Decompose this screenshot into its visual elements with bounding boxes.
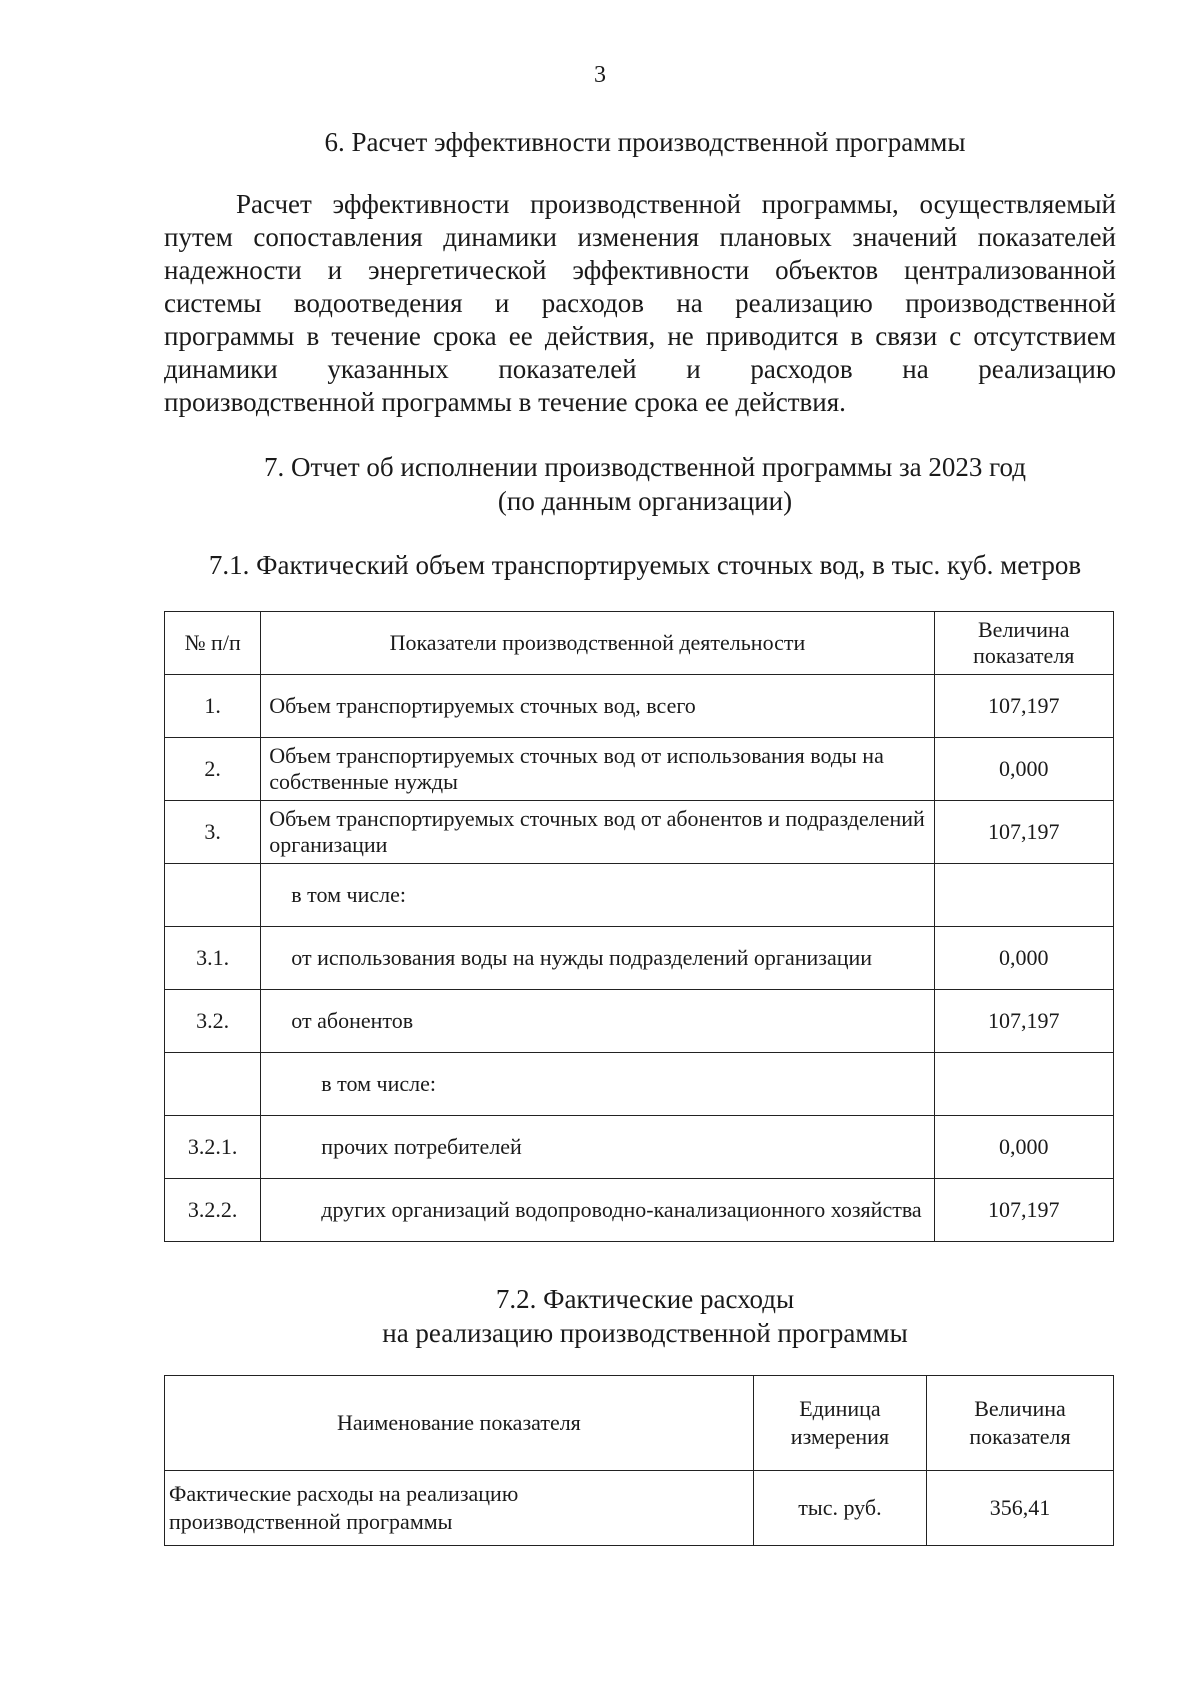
row-value: 356,41 (927, 1471, 1114, 1546)
row-name: от использования воды на нужды подразделений организации (261, 927, 934, 990)
header-unit-line1: Единица (799, 1396, 881, 1421)
paragraph-line: производственной программы в течение срока ее действия. (164, 387, 846, 417)
row-value: 0,000 (934, 1116, 1113, 1179)
table-row (165, 864, 1114, 927)
row-name: от абонентов (261, 990, 934, 1053)
row-num: 1. (165, 675, 261, 738)
paragraph-line: системы водоотведения и расходов на реализацию производственной (164, 288, 1116, 318)
table-row (165, 1179, 1114, 1242)
section-6-title: 6. Расчет эффективности производственной программы (324, 127, 966, 157)
expenses-table (164, 1375, 1114, 1546)
section-7-title-line2: (по данным организации) (497, 486, 793, 516)
row-num: 3.2.2. (165, 1179, 261, 1242)
row-num: 3. (165, 801, 261, 864)
section-7-2-title-line2: на реализацию производственной программы (382, 1318, 908, 1348)
row-name: в том числе: (261, 1053, 934, 1116)
row-value (934, 864, 1113, 927)
header-name: Наименование показателя (165, 1376, 754, 1471)
row-value: 107,197 (934, 801, 1113, 864)
header-value (934, 612, 1113, 675)
row-name: в том числе: (261, 864, 934, 927)
header-value-line1: Величина (974, 1396, 1066, 1421)
row-unit: тыс. руб. (753, 1471, 926, 1546)
row-name: Объем транспортируемых сточных вод от абонентов и подразделений организации (261, 801, 934, 864)
table-row (165, 801, 1114, 864)
row-name: Объем транспортируемых сточных вод, всего (261, 675, 934, 738)
header-value-line2: показателя (973, 643, 1075, 668)
table-row (165, 927, 1114, 990)
row-name-line1: Фактические расходы на реализацию (169, 1481, 519, 1506)
row-name: прочих потребителей (261, 1116, 934, 1179)
row-num (165, 864, 261, 927)
header-value-line1: Величина (978, 617, 1070, 642)
header-value-line2: показателя (969, 1424, 1071, 1449)
table-row (165, 1053, 1114, 1116)
section-7-title (45, 450, 1200, 518)
row-value: 107,197 (934, 675, 1113, 738)
row-value: 107,197 (934, 1179, 1113, 1242)
wastewater-volume-table (164, 611, 1114, 1242)
row-name: Объем транспортируемых сточных вод от использования воды на собственные нужды (261, 738, 934, 801)
paragraph-line: Расчет эффективности производственной программы, осуществляемый (236, 189, 1116, 219)
table-row (165, 675, 1114, 738)
row-num (165, 1053, 261, 1116)
row-value: 0,000 (934, 927, 1113, 990)
table-row (165, 990, 1114, 1053)
row-value: 0,000 (934, 738, 1113, 801)
paragraph-line: путем сопоставления динамики изменения плановых значений показателей (164, 222, 1116, 252)
table-header-row (165, 612, 1114, 675)
table-row (165, 1116, 1114, 1179)
row-num: 3.2.1. (165, 1116, 261, 1179)
section-7-2-title-line1: 7.2. Фактические расходы (495, 1284, 795, 1314)
row-num: 2. (165, 738, 261, 801)
row-name: других организаций водопроводно-канализационного хозяйства (261, 1179, 934, 1242)
table-row (165, 1471, 1114, 1546)
paragraph-line: динамики указанных показателей и расходов на реализацию (164, 354, 1116, 384)
row-value (934, 1053, 1113, 1116)
row-num: 3.2. (165, 990, 261, 1053)
table-header-row (165, 1376, 1114, 1471)
row-name (165, 1471, 754, 1546)
row-value: 107,197 (934, 990, 1113, 1053)
header-value (927, 1376, 1114, 1471)
header-unit (753, 1376, 926, 1471)
header-unit-line2: измерения (790, 1424, 890, 1449)
row-name-line2: производственной программы (169, 1509, 453, 1534)
row-num: 3.1. (165, 927, 261, 990)
header-num: № п/п (165, 612, 261, 675)
paragraph-line: надежности и энергетической эффективности объектов централизованной (164, 255, 1116, 285)
table-row (165, 738, 1114, 801)
section-7-1-title: 7.1. Фактический объем транспортируемых сточных вод, в тыс. куб. метров (208, 550, 1082, 580)
header-name: Показатели производственной деятельности (261, 612, 934, 675)
page-number: 3 (594, 62, 606, 88)
paragraph-line: программы в течение срока ее действия, не приводится в связи с отсутствием (164, 321, 1116, 351)
section-6-paragraph (164, 188, 1116, 419)
section-7-title-line1: 7. Отчет об исполнении производственной программы за 2023 год (263, 452, 1027, 482)
section-7-2-title (45, 1282, 1200, 1350)
